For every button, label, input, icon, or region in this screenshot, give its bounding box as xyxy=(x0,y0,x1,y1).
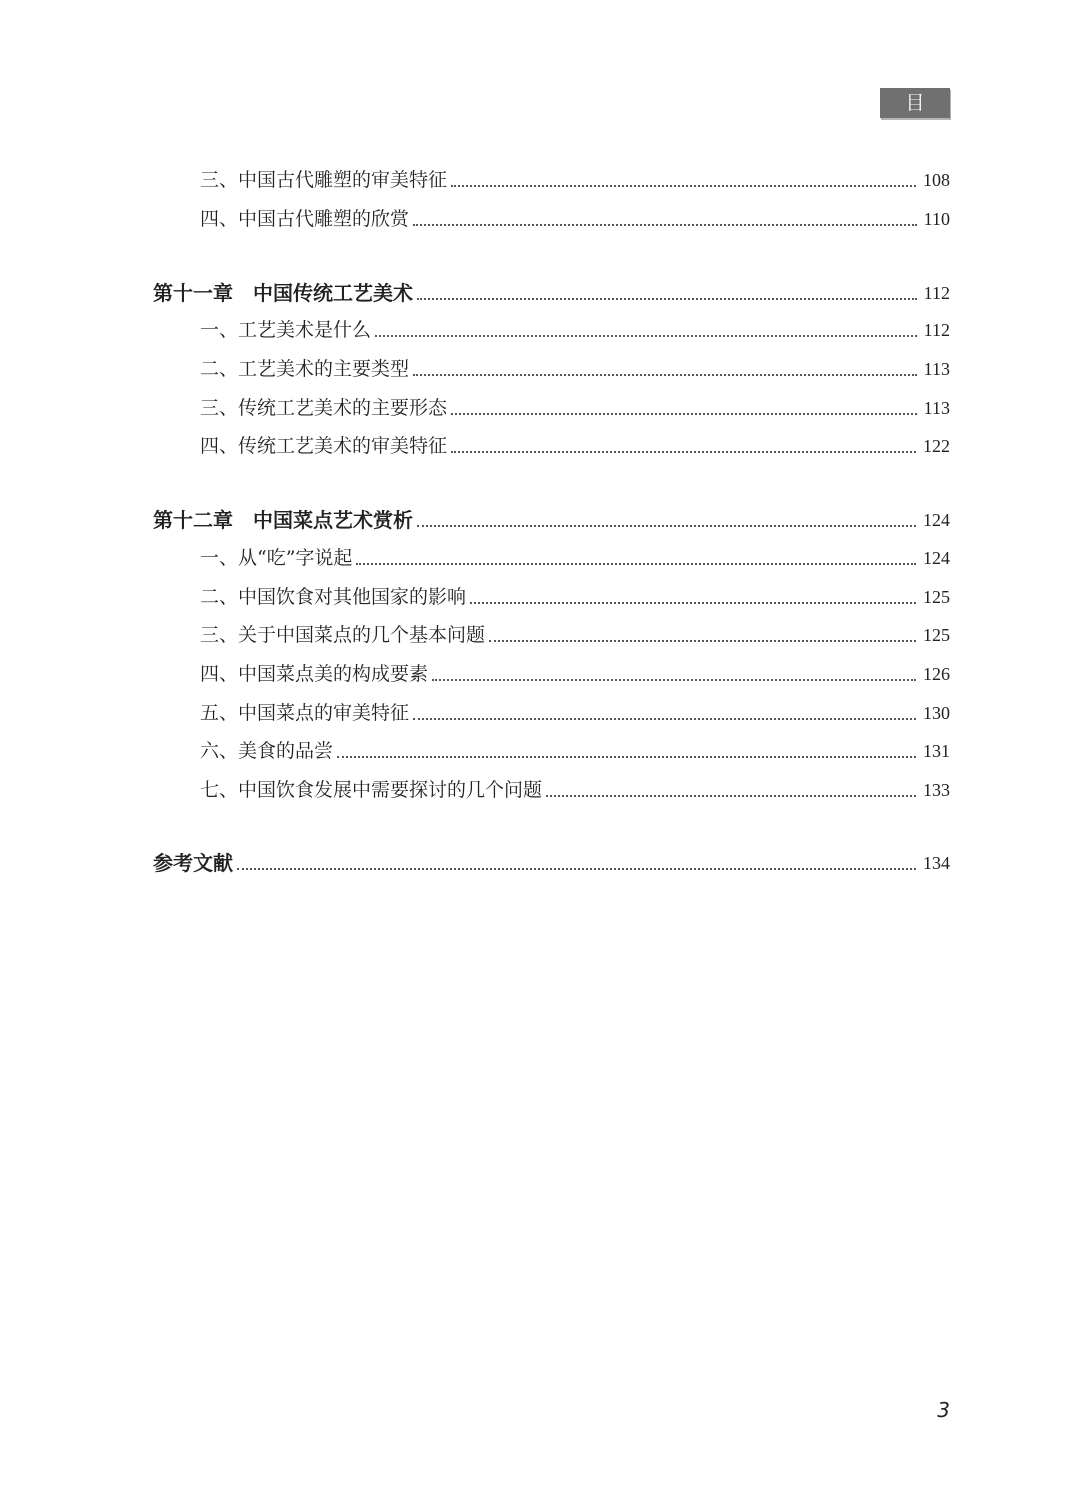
toc-entry[interactable] xyxy=(200,777,950,803)
toc-entry-page: 110 xyxy=(923,209,950,229)
dot-leader xyxy=(489,640,916,642)
page-number: 3 xyxy=(937,1398,950,1422)
dot-leader xyxy=(451,451,916,453)
toc-entry[interactable] xyxy=(200,395,950,421)
toc-chapter[interactable] xyxy=(153,280,950,306)
toc-entry[interactable] xyxy=(200,545,950,571)
toc-entry[interactable] xyxy=(200,206,950,232)
toc-entry-title: 二、工艺美术的主要类型 xyxy=(200,358,410,380)
toc-entry-title: 二、中国饮食对其他国家的影响 xyxy=(200,586,467,608)
toc-entry-title: 一、工艺美术是什么 xyxy=(200,319,372,341)
toc-entry-title: 三、关于中国菜点的几个基本问题 xyxy=(200,624,486,646)
dot-leader xyxy=(375,335,917,337)
toc-entry-title: 六、美食的品尝 xyxy=(200,740,334,762)
toc-chapter[interactable] xyxy=(153,507,950,533)
toc-chapter-title: 第十二章 中国菜点艺术赏析 xyxy=(153,508,413,532)
toc-entry-title: 七、中国饮食发展中需要探讨的几个问题 xyxy=(200,779,543,801)
toc-entry[interactable] xyxy=(200,661,950,687)
toc-entry-title: 五、中国菜点的审美特征 xyxy=(200,702,410,724)
toc-entry-page: 130 xyxy=(923,703,950,723)
dot-leader xyxy=(432,679,916,681)
toc-chapter-page: 112 xyxy=(923,283,950,303)
toc-entry-page: 125 xyxy=(923,625,950,645)
dot-leader xyxy=(417,525,916,527)
toc-entry-title: 一、从“吃”字说起 xyxy=(200,547,353,569)
toc-entry-page: 126 xyxy=(923,664,950,684)
toc-entry-page: 113 xyxy=(923,398,950,418)
toc-entry[interactable] xyxy=(200,738,950,764)
dot-leader xyxy=(413,374,917,376)
toc-entry[interactable] xyxy=(200,433,950,459)
dot-leader xyxy=(413,718,916,720)
dot-leader xyxy=(337,756,916,758)
toc-entry-page: 125 xyxy=(923,587,950,607)
dot-leader xyxy=(451,185,916,187)
toc-chapter-page: 134 xyxy=(923,853,950,873)
toc-entry-title: 四、传统工艺美术的审美特征 xyxy=(200,435,448,457)
toc-entry[interactable] xyxy=(200,356,950,382)
toc-entry[interactable] xyxy=(200,317,950,343)
toc-entry-page: 122 xyxy=(923,436,950,456)
toc-entry-title: 三、中国古代雕塑的审美特征 xyxy=(200,169,448,191)
toc-entry-title: 四、中国古代雕塑的欣赏 xyxy=(200,208,410,230)
dot-leader xyxy=(356,563,916,565)
dot-leader xyxy=(237,868,916,870)
toc-entry[interactable] xyxy=(200,167,950,193)
toc-entry-page: 124 xyxy=(923,548,950,568)
dot-leader xyxy=(413,224,917,226)
toc-entry[interactable] xyxy=(200,700,950,726)
toc-entry-page: 112 xyxy=(923,320,950,340)
toc-entry-page: 131 xyxy=(923,741,950,761)
dot-leader xyxy=(546,795,916,797)
section-header-tab: 目 录 xyxy=(880,88,950,118)
toc-chapter-page: 124 xyxy=(923,510,950,530)
toc-chapter[interactable] xyxy=(153,850,950,876)
dot-leader xyxy=(417,298,917,300)
toc-entry-title: 三、传统工艺美术的主要形态 xyxy=(200,397,448,419)
toc-entry[interactable] xyxy=(200,584,950,610)
toc-chapter-title: 参考文献 xyxy=(153,851,233,875)
toc-chapter-title: 第十一章 中国传统工艺美术 xyxy=(153,281,413,305)
toc-entry-page: 108 xyxy=(923,170,950,190)
dot-leader xyxy=(470,602,916,604)
toc-entry[interactable] xyxy=(200,622,950,648)
toc-entry-page: 133 xyxy=(923,780,950,800)
toc-entry-page: 113 xyxy=(923,359,950,379)
toc-entry-title: 四、中国菜点美的构成要素 xyxy=(200,663,429,685)
dot-leader xyxy=(451,413,917,415)
